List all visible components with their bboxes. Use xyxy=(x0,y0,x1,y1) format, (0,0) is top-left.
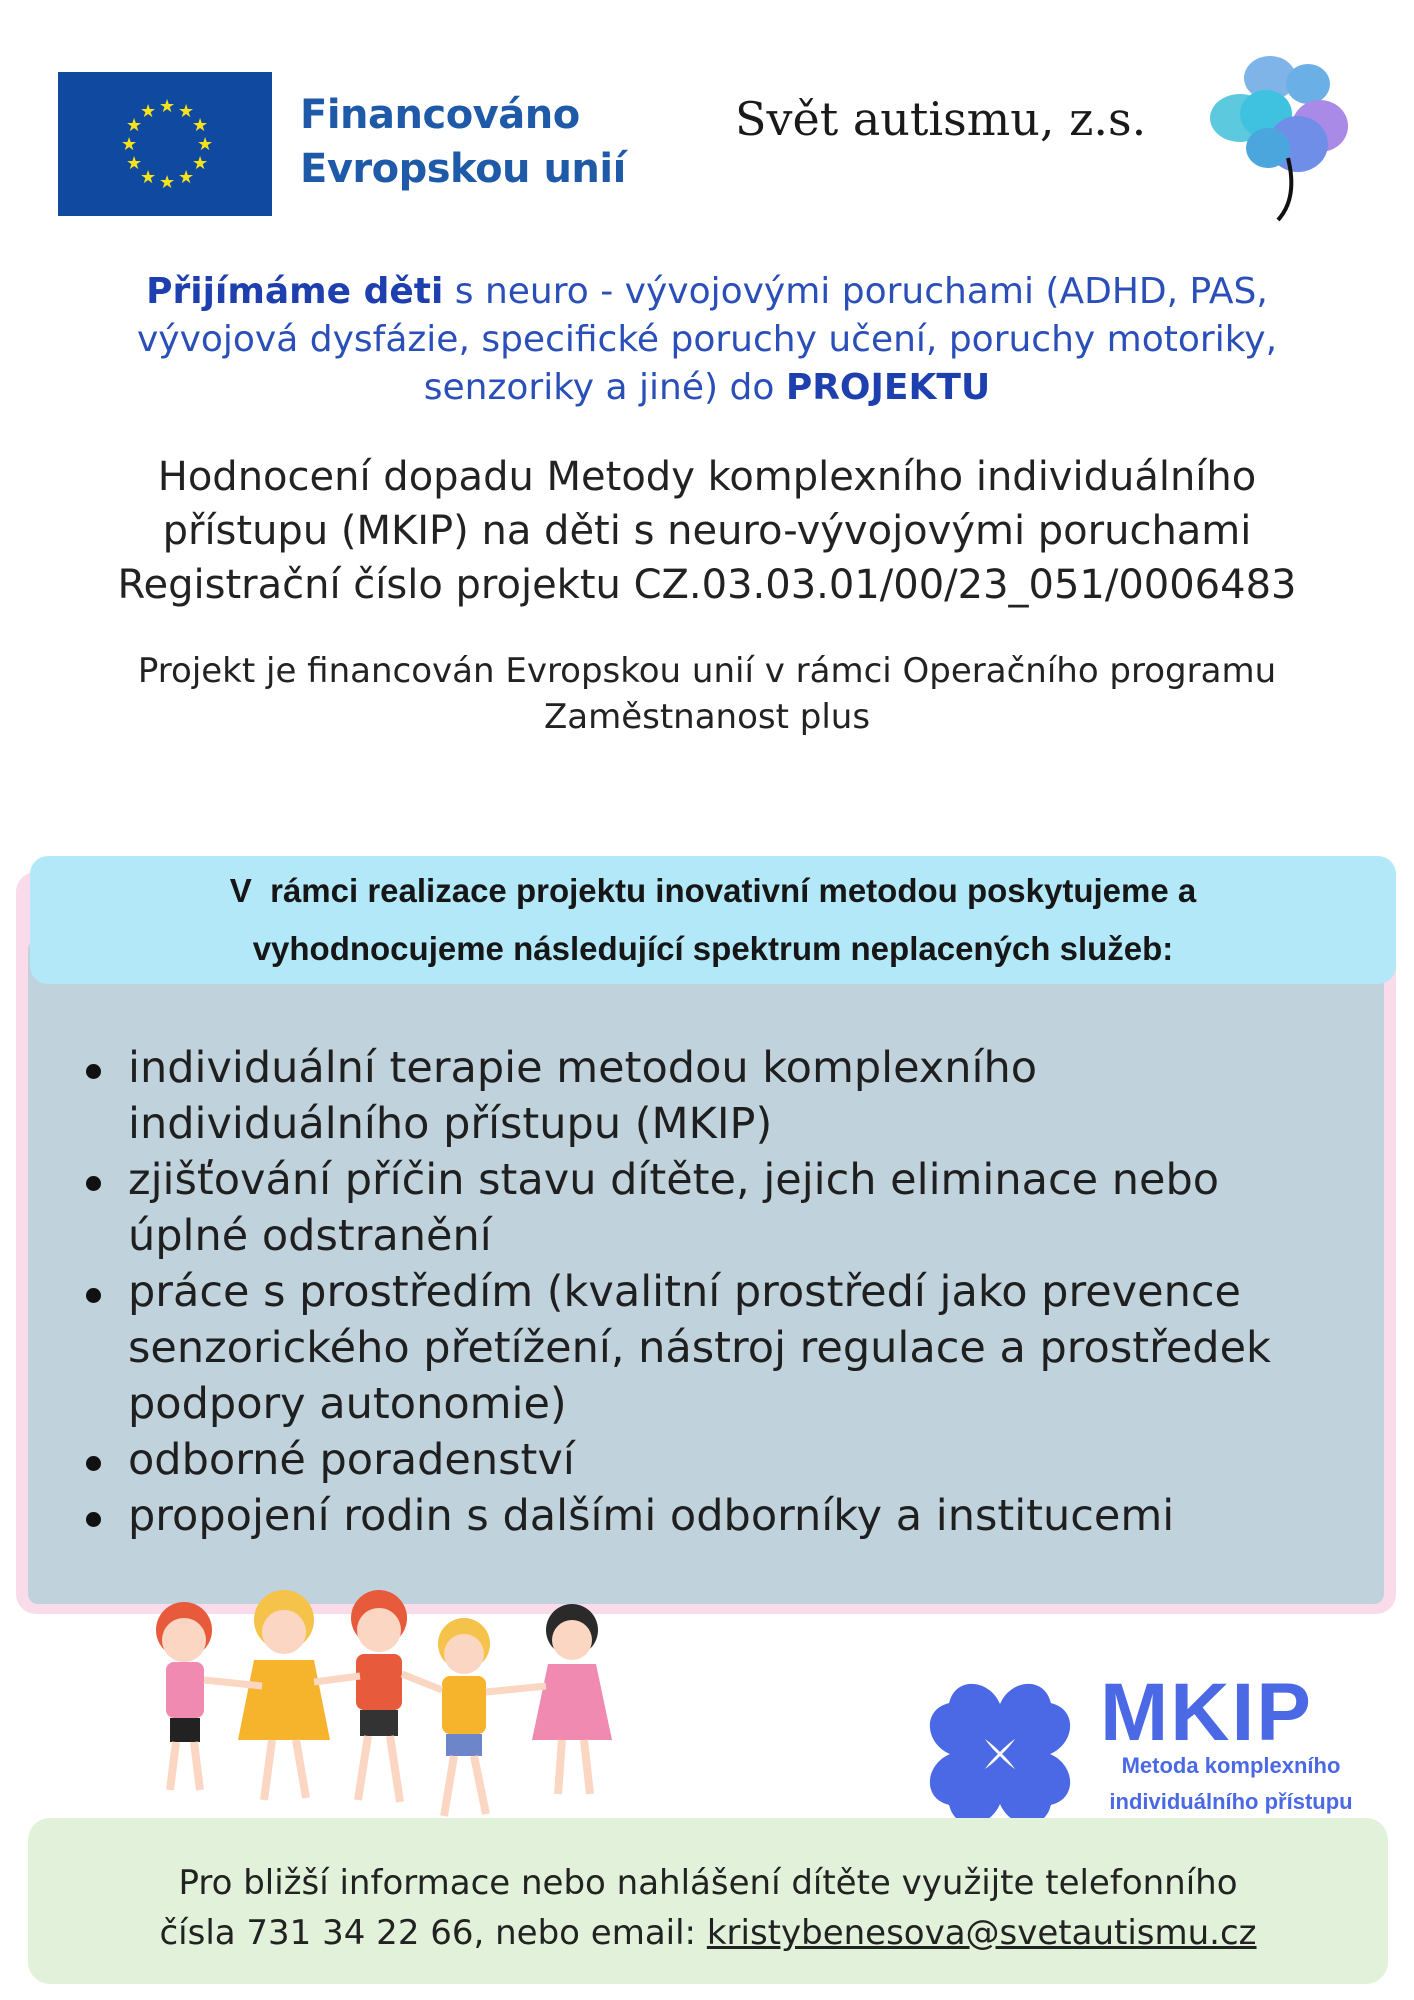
mkip-subtitle-line1: Metoda komplexního xyxy=(1121,1753,1341,1778)
services-header-line2: vyhodnocujeme následující spektrum neplacených služeb: xyxy=(252,930,1174,967)
svg-text:★: ★ xyxy=(178,167,195,188)
service-item: individuální terapie metodou komplexního individuálního přístupu (MKIP) xyxy=(80,1040,1340,1152)
project-title xyxy=(60,450,1354,612)
services-header-line1: V rámci realizace projektu inovativní metodou poskytujeme a xyxy=(229,872,1197,909)
contact-line1: Pro bližší informace nebo nahlášení dítěte využijte telefonního xyxy=(178,1863,1238,1903)
service-item: propojení rodin s dalšími odborníky a institucemi xyxy=(80,1488,1340,1544)
svg-text:★: ★ xyxy=(140,101,157,122)
mkip-subtitle xyxy=(1086,1748,1376,1820)
svg-text:★: ★ xyxy=(140,167,157,188)
service-item: odborné poradenství xyxy=(80,1432,1340,1488)
mkip-title: MKIP xyxy=(1100,1667,1313,1758)
contact-text xyxy=(28,1858,1388,1958)
project-title-line2: přístupu (MKIP) na děti s neuro-vývojovými poruchami xyxy=(162,508,1252,554)
funding-statement xyxy=(60,648,1354,740)
organization-name: Svět autismu, z.s. xyxy=(735,92,1147,146)
intro-bold-start: Přijímáme děti xyxy=(146,271,444,312)
services-header xyxy=(30,856,1396,984)
eu-stars-icon xyxy=(58,72,272,216)
eu-funding-label xyxy=(300,88,626,196)
mkip-subtitle-line2: individuálního přístupu xyxy=(1109,1789,1353,1814)
svg-text:★: ★ xyxy=(192,115,209,136)
svg-text:★: ★ xyxy=(121,134,138,155)
intro-paragraph xyxy=(80,268,1334,412)
svg-text:★: ★ xyxy=(126,153,143,174)
intro-bold-end: PROJEKTU xyxy=(785,367,991,408)
svg-text:★: ★ xyxy=(197,134,214,155)
registration-number: Registrační číslo projektu CZ.03.03.01/00/23_051/0006483 xyxy=(117,562,1297,608)
eu-label-line2: Evropskou unií xyxy=(300,146,626,192)
service-item: zjišťování příčin stavu dítěte, jejich eliminace nebo úplné odstranění xyxy=(80,1152,1340,1264)
svg-text:★: ★ xyxy=(192,153,209,174)
svg-text:★: ★ xyxy=(126,115,143,136)
contact-phone-text: čísla 731 34 22 66, nebo email: xyxy=(159,1913,707,1953)
contact-line2 xyxy=(28,1908,1388,1958)
svg-text:★: ★ xyxy=(159,96,176,117)
funding-line1: Projekt je financován Evropskou unií v rámci Operačního programu xyxy=(137,651,1277,691)
children-dancing-illustration xyxy=(134,1590,654,1840)
eu-label-line1: Financováno xyxy=(300,92,580,138)
services-list xyxy=(80,1040,1340,1544)
funding-line2: Zaměstnanost plus xyxy=(543,697,871,737)
service-item: práce s prostředím (kvalitní prostředí jako prevence senzorického přetížení, nástroj regulace a prostředek podpory autonomie) xyxy=(80,1264,1340,1432)
clover-logo-icon xyxy=(1208,48,1358,228)
eu-flag-logo xyxy=(58,72,272,216)
contact-email-link[interactable]: kristybenesova@svetautismu.cz xyxy=(706,1913,1257,1953)
svg-text:★: ★ xyxy=(159,172,176,193)
project-title-line1: Hodnocení dopadu Metody komplexního individuálního xyxy=(157,454,1257,500)
svg-text:★: ★ xyxy=(178,101,195,122)
intro-middle: s neuro - vývojovými poruchami (ADHD, PAS, vývojová dysfázie, specifické poruchy učení, poruchy motoriky, senzoriky a jiné) do xyxy=(136,271,1278,408)
